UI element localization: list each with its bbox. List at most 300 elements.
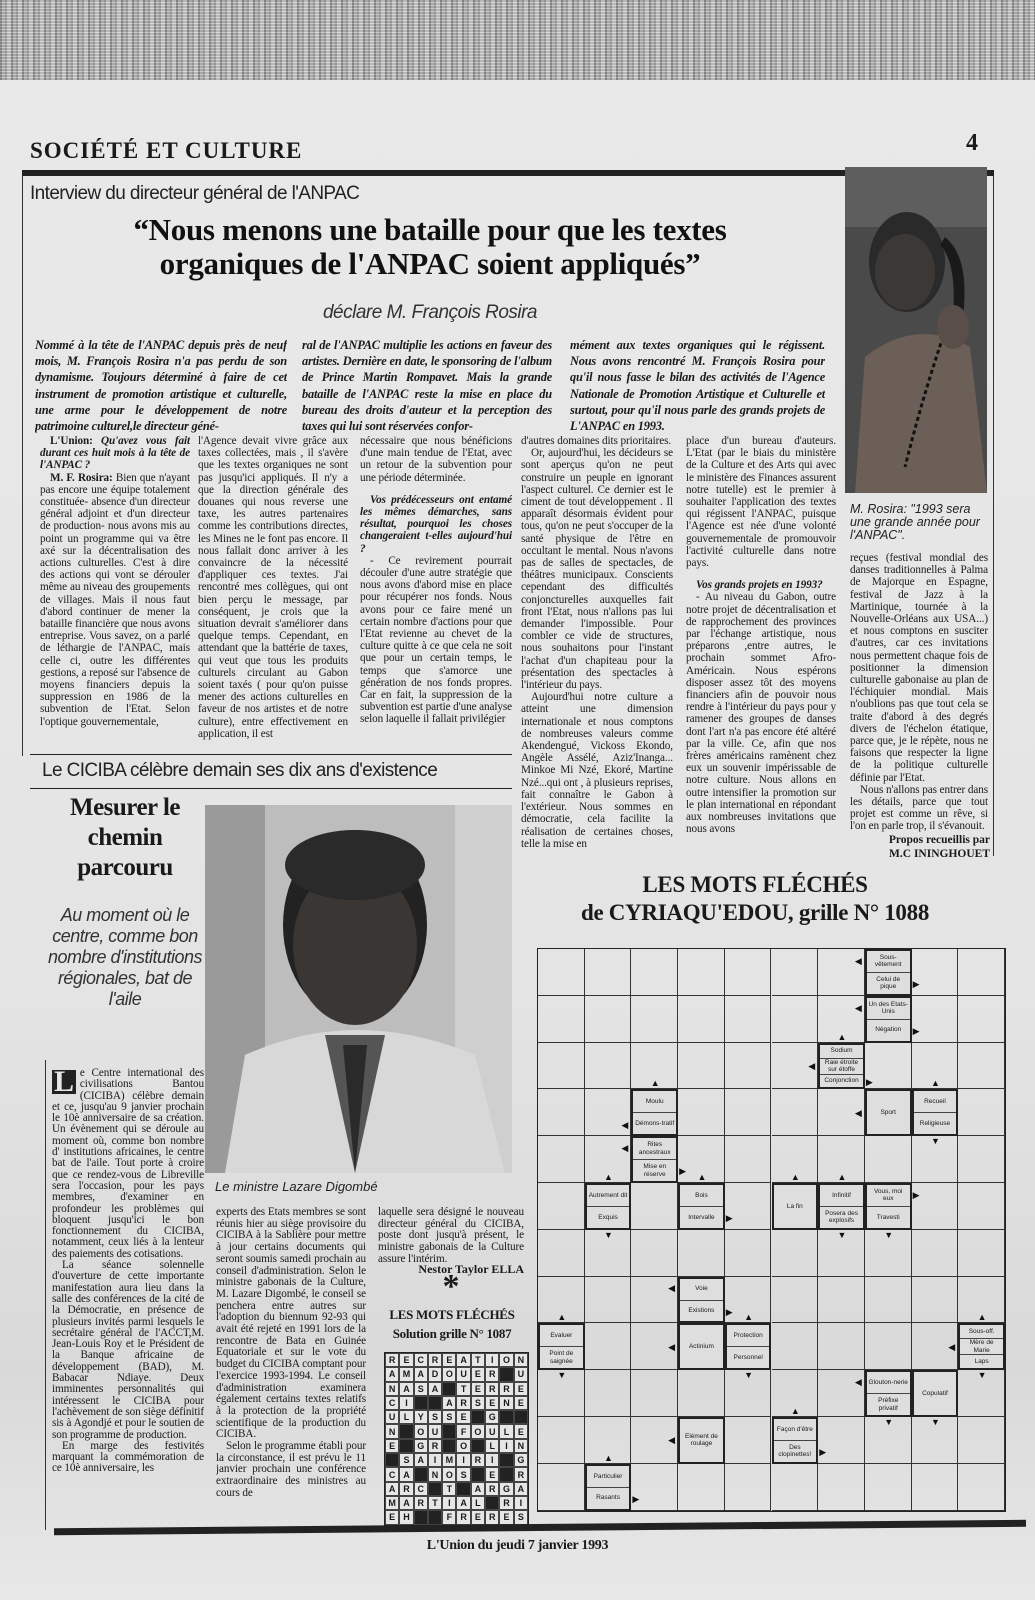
photo-caption-rosira: M. Rosira: "1993 sera une grande année pour l'ANPAC". [850, 502, 980, 542]
paragraph-text: Bien que n'ayant pas encore une équipe totalement constituée- absence d'un directeur général adjoint et d'un directeur de production- nous avons mis au point un programme qui va être axé sur la décentralisation des actions culturelles. C'est à dire des actions qui vont se dérouler même au niveau des groupements de villages. Mais il nous faut d'abord continuer de mener la bataille financière que nous avons entreprise. Vous savez, on a parlé de léthargie de l'ANPAC, mais celle ci, outre les différentes gestions, a reposé sur l'absence de moyens financiers depuis la suppression en 1986 de la subvention de l'Etat. Selon l'optique gouvernementale, [40, 471, 190, 728]
answer-cell[interactable] [538, 1417, 585, 1464]
arrow-up-icon: ▲ [790, 1172, 800, 1182]
photo-lazare-digombe [205, 805, 512, 1173]
answer-cell[interactable] [678, 1089, 725, 1136]
clue-cell [865, 949, 912, 996]
letter-cell: A [385, 1367, 399, 1381]
clue-cell [772, 1183, 819, 1230]
paragraph-text: Selon le programme établi pour la circonstance, il est prévu le 11 janvier prochain une conférence extraordinaire des ministres au cours de [216, 1440, 366, 1499]
clue-text: Protection [727, 1325, 770, 1347]
arrow-up-icon: ▲ [697, 1172, 707, 1182]
arrow-up-icon: ▲ [744, 1312, 754, 1323]
paragraph [52, 1068, 204, 1260]
letter-cell: E [514, 1382, 528, 1396]
letter-cell: I [485, 1353, 499, 1367]
clue-text: Rites ancestraux [633, 1138, 676, 1160]
letter-cell: I [514, 1496, 528, 1510]
clue-cell [818, 1183, 865, 1230]
answer-cell[interactable] [725, 1043, 772, 1090]
answer-cell[interactable] [538, 996, 585, 1043]
paragraph [521, 447, 673, 691]
answer-cell[interactable] [725, 1136, 772, 1183]
clue-cell [912, 1370, 959, 1417]
answer-cell[interactable] [958, 1230, 1005, 1277]
answer-cell[interactable] [678, 1230, 725, 1277]
answer-cell[interactable] [538, 949, 585, 996]
answer-cell[interactable] [958, 1043, 1005, 1090]
letter-cell: E [471, 1367, 485, 1381]
footer-dateline: L'Union du jeudi 7 janvier 1993 [426, 1538, 609, 1553]
answer-cell[interactable] [958, 1136, 1005, 1183]
letter-cell: O [442, 1467, 456, 1481]
paragraph-text: nécessaire que nous bénéficions d'une main tendue de l'Etat, avec un retour de la subvention pour une période déterminée. [360, 435, 512, 484]
ciciba-heading-rule [30, 788, 512, 789]
box-border-left [22, 176, 23, 756]
article-deck: déclare M. François Rosira [322, 302, 538, 323]
letter-cell: R [485, 1367, 499, 1381]
black-cell [499, 1410, 513, 1424]
intro-col-2: ral de l'ANPAC multiplie les actions en faveur des artistes. Dernière en date, le sponsoring de l'album de Prince Martin Rompavet. Mais la grande bataille de l'ANPAC reste la mise en place du bureau des droits d'auteur et la perception des taxes qui lui sont réservées confor- [302, 338, 552, 433]
paragraph [40, 435, 190, 472]
clue-text: Démons-tratif [635, 1120, 675, 1127]
answer-cell[interactable] [585, 996, 632, 1043]
paragraph-text: experts des Etats membres se sont réunis hier au siège provisoire du CICIBA à la Sablière pour mettre à jour certains documents qui seront soumis samedi prochain au conseil d'administration. Selon le ministre gabonais de la Culture, M. Lazare Digombé, le conseil se penchera entre autres sur l'adoption du biennum 92-93 qui avait été rejeté en 1991 lors de la rencontre de Bata en Guinée Equatoriale et sur le vote du budget du CICIBA comptant pour l'exercice 1993-1994. Le conseil d'administration examinera également certains textes relatifs à la protection de la propriété scientifique de la production du CICIBA. [216, 1207, 366, 1441]
letter-cell: R [414, 1496, 428, 1510]
clue-cell [678, 1183, 725, 1230]
clue-text: Autrement dit [587, 1185, 630, 1207]
clue-text: Sous-vêtement [867, 951, 910, 973]
ciciba-subdeck: Au moment où le centre, comme bon nombre d'institutions régionales, bat de l'aile [47, 905, 203, 1009]
answer-cell[interactable] [772, 1089, 819, 1136]
answer-cell[interactable] [912, 1277, 959, 1324]
clue-text: Mise en réserve [643, 1163, 667, 1178]
arrow-left-icon: ◀ [621, 1119, 629, 1130]
answer-cell[interactable] [772, 1230, 819, 1277]
paragraph-text: En marge des festivités marquant la commémoration de ce 10è anniversaire, les [52, 1439, 204, 1475]
letter-cell: G [499, 1482, 513, 1496]
arrow-right-icon: ▶ [679, 1166, 687, 1177]
letter-cell: L [471, 1496, 485, 1510]
answer-cell[interactable] [958, 996, 1005, 1043]
solution-title: LES MOTS FLÉCHÉS [389, 1307, 515, 1322]
clue-text: Religieuse [919, 1120, 951, 1127]
letter-cell: C [385, 1396, 399, 1410]
arrow-down-icon: ▼ [930, 1417, 940, 1427]
clue-text: Sous-off. [960, 1325, 1003, 1339]
scan-background [0, 0, 1035, 84]
crossword-grid [537, 948, 1006, 1512]
clue-text: Sport [880, 1109, 896, 1117]
letter-cell: E [514, 1396, 528, 1410]
letter-cell: A [385, 1482, 399, 1496]
letter-cell: E [485, 1396, 499, 1410]
black-cell [471, 1410, 485, 1424]
black-cell [428, 1482, 442, 1496]
solution-grid [384, 1352, 529, 1526]
paragraph-text: - Au niveau du Gabon, outre notre projet de décentralisation et de rapprochement des provinces par l'échange artistique, nous préparons ,entre autres, le prochain sommet Afro-Américain. Nous espérons disposer assez tôt des moyens financiers afin de pouvoir nous rendre à l'intérieur du pays pour y ramener des groupes de danses dont l'art n'a pas encore été altéré par la ville. Ce, afin que nos frères américains ramènent chez eux un souvenir impérissable de notre culture. Nous allons en outre intensifier la promotion sur le plan international en répondant aux nombreuses invitations que nous avons [686, 591, 836, 836]
letter-cell: I [456, 1453, 470, 1467]
paragraph-text: place d'un bureau d'auteurs. L'Etat (par le biais du ministère de la Culture et des Arts qui avec le ministère des Finances assurent notre tutelle) est le premier à souhaiter l'application des textes qui régissent l'ANPAC, puisque l'Agence est née d'une volonté gouvernementale de promouvoir l'activité culturelle dans notre pays. [686, 435, 836, 570]
question [686, 579, 836, 591]
answer-cell[interactable] [585, 1277, 632, 1324]
answer-cell[interactable] [678, 1370, 725, 1417]
arrow-right-icon: ▶ [912, 1025, 920, 1036]
answer-cell[interactable] [631, 1230, 678, 1277]
clue-cell [818, 1043, 865, 1090]
ciciba-col-1 [52, 1068, 204, 1528]
signature-label: Propos recueillis par [888, 834, 990, 846]
answer-cell[interactable] [772, 996, 819, 1043]
arrow-down-icon: ▼ [837, 1229, 847, 1240]
paragraph-text: l'Agence devait vivre grâce aux taxes collectées, mais , il s'avère que les textes organiques ne sont pas jusqu'ici appliqués. Il n'y a que la direction générale des douanes qui nous reverse une taxe, les autres partenaires comme les contributions directes, les Mines ne le font pas encore. Il nous fallait donc arriver à les convaincre de la nécessité d'appliquer ces textes. J'ai rencontré mes collègues, qui ont bien perçu le message, par conséquent, je crois que la situation devrait s'améliorer dans quelque temps. Cependant, en attendant que la battérie de taxes, qui veut que tous les produits culturels circulant au Gabon soient taxés ( pour qu'on puisse mener des actions culturelles en faveur de nos artistes et de notre culture), entre effectivement en application, il est [198, 435, 348, 740]
paragraph-text: - Ce revirement pourrait découler d'une autre stratégie que nous avons d'abord mise en place pour récupérer nos fonds. Nous avons pour ce faire mené un certain nombre d'actions pour que l'Etat revienne au chevet de la culture quitte à ce que cela ne soit que pour un certain temps, le temps que s'amorce une génération de nos fonds propres. Car en fait, la suppression de la subvention est partie d'une analyse selon laquelle il fallait privilégier [360, 554, 512, 726]
arrow-up-icon: ▲ [977, 1312, 987, 1323]
answer-cell[interactable] [772, 949, 819, 996]
answer-cell[interactable] [958, 1183, 1005, 1230]
letter-cell: Y [414, 1410, 428, 1424]
arrow-right-icon: ▶ [632, 1493, 640, 1504]
paragraph [521, 435, 673, 447]
answer-cell[interactable] [678, 949, 725, 996]
letter-cell: E [499, 1510, 513, 1524]
letter-cell: T [428, 1496, 442, 1510]
answer-cell[interactable] [538, 1183, 585, 1230]
answer-cell[interactable] [538, 1136, 585, 1183]
page-number: 4 [966, 130, 978, 156]
arrow-down-icon: ▼ [557, 1370, 567, 1381]
paragraph-text: La séance solennelle d'ouverture de cette importante manifestation aura lieu dans la salle des conférences de la cité de la Démocratie, en présence de plusieurs invités parmi lesquels le secrétaire général de l'ACCT,M. Jean-Louis Roy et le Président de la Banque africaine de développement (BAD), M. Babacar Ndiaye. Deux imminentes personnalités qui intéressent le CICIBA pour l'achèvement de son siège définitif sis à Agondjé et pour le soutien de son programme de production. [52, 1259, 204, 1441]
answer-cell[interactable] [725, 1089, 772, 1136]
arrow-up-icon: ▲ [837, 1172, 847, 1182]
answer-cell[interactable] [585, 949, 632, 996]
letter-cell: A [471, 1482, 485, 1496]
letter-cell: H [399, 1510, 413, 1524]
clue-text: Particulier [587, 1466, 630, 1488]
letter-cell: R [456, 1396, 470, 1410]
paragraph-text: Vos grands projets en 1993? [696, 579, 823, 592]
letter-cell: S [514, 1510, 528, 1524]
letter-cell: A [428, 1382, 442, 1396]
black-cell [442, 1439, 456, 1453]
letter-cell: N [428, 1467, 442, 1481]
answer-cell[interactable] [678, 996, 725, 1043]
clue-cell [585, 1183, 632, 1230]
paragraph [40, 472, 190, 728]
clue-text: Celui de pique [876, 975, 901, 991]
photo-francois-rosira [845, 167, 987, 493]
article-kicker: Interview du directeur général de l'ANPAC [30, 183, 360, 204]
answer-cell[interactable] [631, 1370, 678, 1417]
letter-cell: A [414, 1367, 428, 1381]
answer-cell[interactable] [538, 1464, 585, 1511]
arrow-down-icon: ▼ [604, 1229, 613, 1240]
answer-cell[interactable] [818, 1323, 865, 1370]
clue-text: Bois [680, 1185, 723, 1207]
paragraph-text: Nous n'allons pas entrer dans les détails, parce que tout projet est comme un rêve, si l'on en parle trop, il s'évanouit. [850, 783, 988, 832]
black-cell [414, 1510, 428, 1524]
letter-cell: T [442, 1482, 456, 1496]
black-cell [399, 1424, 413, 1438]
letter-cell: L [485, 1439, 499, 1453]
arrow-left-icon: ◀ [668, 1435, 676, 1446]
letter-cell: S [428, 1410, 442, 1424]
letter-cell: L [499, 1424, 513, 1438]
answer-cell[interactable] [772, 1323, 819, 1370]
arrow-up-icon: ▲ [790, 1406, 800, 1416]
clue-cell [538, 1323, 585, 1370]
paragraph [360, 555, 512, 726]
answer-cell[interactable] [725, 949, 772, 996]
clue-cell [865, 1183, 912, 1230]
letter-cell: U [385, 1410, 399, 1424]
intro-col-3: mément aux textes organiques qui le régissent. Nous avons rencontré M. François Rosira pour qu'il nous fasse le bilan des activités de l'Agence Nationale de Promotion Artistique et Culturelle et surtout, pour qu'il nous parle des grands projets de L'ANPAC en 1993. [570, 338, 825, 433]
box-border-right [993, 176, 994, 856]
arrow-up-icon: ▲ [604, 1452, 613, 1463]
clue-cell [772, 1417, 819, 1464]
arrow-right-icon: ▶ [725, 1306, 733, 1317]
letter-cell: M [385, 1496, 399, 1510]
letter-cell: F [456, 1424, 470, 1438]
letter-cell: G [485, 1410, 499, 1424]
arrow-up-icon: ▲ [930, 1078, 940, 1089]
ciciba-col-3 [378, 1207, 524, 1267]
letter-cell: E [514, 1424, 528, 1438]
answer-cell[interactable] [678, 1464, 725, 1511]
letter-cell: A [399, 1496, 413, 1510]
letter-cell: O [414, 1424, 428, 1438]
letter-cell: I [442, 1496, 456, 1510]
clue-text: La fin [786, 1202, 803, 1210]
letter-cell: N [385, 1424, 399, 1438]
answer-cell[interactable] [631, 949, 678, 996]
letter-cell: D [428, 1367, 442, 1381]
arrow-right-icon: ▶ [912, 979, 920, 990]
arrow-left-icon: ◀ [948, 1341, 956, 1352]
black-cell [514, 1410, 528, 1424]
answer-cell[interactable] [725, 1464, 772, 1511]
letter-cell: A [399, 1467, 413, 1481]
black-cell [414, 1467, 428, 1481]
clue-text: Un des Etats-Unis [867, 998, 910, 1020]
clue-text: Sodium [820, 1045, 863, 1059]
arrow-left-icon: ◀ [854, 1376, 862, 1387]
letter-cell: S [442, 1410, 456, 1424]
paragraph [521, 691, 673, 850]
clue-text: Glouton-nerie [867, 1372, 910, 1394]
answer-cell[interactable] [631, 1183, 678, 1230]
answer-cell[interactable] [585, 1043, 632, 1090]
clue-text: Recueil [914, 1091, 957, 1113]
arrow-left-icon: ◀ [621, 1142, 629, 1153]
letter-cell: N [385, 1382, 399, 1396]
letter-cell: N [514, 1353, 528, 1367]
asterisk-separator: * [442, 1268, 460, 1305]
letter-cell: M [442, 1453, 456, 1467]
letter-cell: S [399, 1453, 413, 1467]
black-cell [399, 1439, 413, 1453]
answer-cell[interactable] [538, 1230, 585, 1277]
letter-cell: I [485, 1453, 499, 1467]
letter-cell: S [471, 1396, 485, 1410]
arrow-left-icon: ◀ [854, 1107, 862, 1118]
black-cell [499, 1367, 513, 1381]
paragraph [216, 1441, 366, 1500]
paragraph [216, 1207, 366, 1441]
answer-cell[interactable] [678, 1043, 725, 1090]
black-cell [499, 1453, 513, 1467]
letter-cell: O [442, 1367, 456, 1381]
letter-cell: R [471, 1453, 485, 1467]
answer-cell[interactable] [725, 996, 772, 1043]
black-cell [456, 1482, 470, 1496]
clue-text: Posera des explosifs [825, 1209, 858, 1225]
answer-cell[interactable] [958, 1464, 1005, 1511]
clue-text: Evaluer [540, 1325, 583, 1347]
answer-cell[interactable] [818, 1277, 865, 1324]
answer-cell[interactable] [725, 1417, 772, 1464]
letter-cell: O [499, 1353, 513, 1367]
letter-cell: R [485, 1482, 499, 1496]
paragraph-text: e Centre international des civilisations Bantou (CICIBA) célèbre demain et ce, jusqu'au 9 janvier prochain le 10è anniversaire de sa création. Un évènement qui se déroule au moment où, comme bon nombre d' institutions africaines, le centre bat de l'aile. Tout porte à croire que ce rendez-vous de Libreville sera l'occasion, pour les pays membres, d'examiner en profondeur les problèmes qui bloquent jusqu'ici le bon fonctionnement du CICIBA, notamment, ceux liés à la lenteur des paiements des cotisations. [52, 1068, 204, 1260]
answer-cell[interactable] [772, 1464, 819, 1511]
arrow-down-icon: ▼ [884, 1417, 894, 1427]
clue-cell [678, 1323, 725, 1370]
paragraph-text: Or, aujourd'hui, les décideurs se sont aperçus qu'on ne peut construire un peuple en ignorant l'aspect culturel. Ce dernier est le ciment de tout développement . Il apparaît désormais évident pour tous, qu'on ne peut s'occuper de la santé physique de l'être en occultant le mental. Nous n'avons pas de salles de spectacles, de théâtres municipaux. Conscients cependant des difficultés conjoncturelles auxquelles fait front l'Etat, nous n'allons pas lui demander l'impossible. Pour combler ce vide de structures, nous souhaitons pour l'instant l'achat d'un chapiteau pour la présentation des spectacles à l'intérieur du pays. [521, 447, 673, 692]
clue-text: Vous, moi eux [867, 1185, 910, 1207]
clue-cell [725, 1323, 772, 1370]
clue-text: Raie étroite sur étoffe [820, 1059, 863, 1075]
letter-cell: R [428, 1353, 442, 1367]
clue-text: Rasants [596, 1494, 620, 1502]
arrow-left-icon: ◀ [668, 1283, 676, 1294]
answer-cell[interactable] [772, 1277, 819, 1324]
arrow-up-icon: ▲ [650, 1078, 660, 1089]
letter-cell: R [499, 1496, 513, 1510]
interview-col-1 [40, 435, 190, 750]
letter-cell: M [399, 1367, 413, 1381]
interview-col-6 [850, 552, 988, 832]
black-cell [471, 1439, 485, 1453]
letter-cell: R [428, 1439, 442, 1453]
letter-cell: R [514, 1467, 528, 1481]
letter-cell: E [485, 1467, 499, 1481]
clue-text: Exquis [598, 1213, 618, 1221]
paragraph-text: Aujourd'hui notre culture a atteint une dimension internationale et nous comptons de nombreuses valeurs comme Akendengué, Vickoss Ekondo, Angèle Assélé, Aziz'Inanga... Minkoe Mi Nzé, Ekoré, Martine Nzé...qui ont , à plusieurs reprises, fait connaître le Gabon à l'extérieur. Nous sommes en démocratie, cela facilite la réalisation de certaines choses, telle la mise en [521, 691, 673, 850]
letter-cell: A [399, 1382, 413, 1396]
letter-cell: I [399, 1396, 413, 1410]
clue-cell [865, 996, 912, 1043]
clue-text: Travesti [876, 1213, 900, 1221]
answer-cell[interactable] [538, 1089, 585, 1136]
letter-cell: N [514, 1439, 528, 1453]
paragraph [850, 784, 988, 832]
clue-cell [678, 1277, 725, 1324]
arrow-up-icon: ▲ [557, 1312, 567, 1323]
clue-text: Point de saignée [549, 1350, 574, 1365]
letter-cell: I [499, 1439, 513, 1453]
speaker-label: M. F. Rosira: [50, 471, 116, 484]
clue-text: Personnel [733, 1354, 763, 1361]
arrow-down-icon: ▼ [977, 1370, 987, 1381]
clue-text: Copulatif [922, 1389, 948, 1397]
letter-cell: A [456, 1496, 470, 1510]
arrow-right-icon: ▶ [725, 1213, 733, 1224]
answer-cell[interactable] [958, 949, 1005, 996]
intro-col-1: Nommé à la tête de l'ANPAC depuis près de neuf mois, M. François Rosira n'a pas perdu de son dynamisme. Toujours déterminé à faire de cet instrument de promotion artistique et culturelle, une arme pour le développement de notre patrimoine culturel,le directeur géné- [35, 338, 287, 433]
clue-cell [585, 1464, 632, 1511]
answer-cell[interactable] [725, 1230, 772, 1277]
letter-cell: E [385, 1510, 399, 1524]
question-text: Qu'avez vous fait durant ces huit mois à la tête de l'ANPAC ? [40, 435, 190, 472]
letter-cell: O [471, 1424, 485, 1438]
solution-subtitle: Solution grille N° 1087 [392, 1326, 512, 1341]
section-title: SOCIÉTÉ ET CULTURE [30, 138, 303, 163]
letter-cell: O [456, 1439, 470, 1453]
clue-text: Préfixe privatif [878, 1397, 899, 1412]
clue-cell [631, 1136, 678, 1183]
paragraph-text: laquelle sera désigné le nouveau directeur général du CICIBA, poste dont jusqu'à présent, le ministre gabonais de la Culture assure l'intérim. [378, 1207, 524, 1265]
clue-text: Elément de roulage [684, 1432, 718, 1448]
paragraph [198, 435, 348, 740]
interview-col-3 [360, 435, 512, 747]
arrow-up-icon: ▲ [604, 1172, 613, 1182]
letter-cell: E [456, 1410, 470, 1424]
letter-cell: A [456, 1353, 470, 1367]
paragraph [360, 435, 512, 484]
black-cell [471, 1467, 485, 1481]
paragraph [686, 435, 836, 569]
answer-cell[interactable] [865, 1136, 912, 1183]
letter-cell: E [471, 1510, 485, 1524]
clue-text: Intervalle [688, 1213, 715, 1221]
paragraph-text: reçues (festival mondial des danses traditionnelles à Palma de Majorque en Espagne, festival de Jazz à la Martinique, tournée à la Nouvelle-Orléans aux USA...) et nous comptons en susciter d'autres, car ces invitations nous permettent chaque fois de positionner la dimension culturelle gabonaise au plan de l'échiquier mondial. Mais n'oublions pas que tout cela se traite d'abord à des degrés divers de l'échelon étatique, parce que, je le répète, nous ne faisons que respecter la ligne de la politique culturelle définie par l'Etat. [850, 552, 988, 784]
letter-cell: E [399, 1353, 413, 1367]
answer-cell[interactable] [538, 1043, 585, 1090]
answer-cell[interactable] [958, 1089, 1005, 1136]
letter-cell: I [428, 1453, 442, 1467]
paragraph [52, 1441, 204, 1475]
answer-cell[interactable] [865, 1323, 912, 1370]
paragraph [52, 1260, 204, 1441]
answer-cell[interactable] [865, 1277, 912, 1324]
answer-cell[interactable] [865, 1464, 912, 1511]
answer-cell[interactable] [585, 1323, 632, 1370]
answer-cell[interactable] [818, 1464, 865, 1511]
clue-cell [958, 1323, 1005, 1370]
letter-cell: S [414, 1382, 428, 1396]
interview-col-5 [686, 435, 836, 857]
paragraph-text: Vos prédécesseurs ont entamé les mêmes démarches, sans résultat, pourquoi les choses changeraient t-elles aujourd'hui ? [360, 493, 512, 555]
drop-cap: L [54, 1068, 74, 1098]
answer-cell[interactable] [958, 1417, 1005, 1464]
arrow-right-icon: ▶ [819, 1447, 827, 1458]
clue-text: Moulu [633, 1091, 676, 1113]
letter-cell: A [414, 1453, 428, 1467]
arrow-right-icon: ▶ [865, 1076, 873, 1087]
answer-cell[interactable] [912, 1464, 959, 1511]
letter-cell: E [385, 1439, 399, 1453]
clue-text: Infinitif [820, 1185, 863, 1207]
ciciba-author: Nestor Taylor ELLA [418, 1262, 524, 1276]
arrow-left-icon: ◀ [854, 955, 862, 966]
answer-cell[interactable] [585, 1370, 632, 1417]
clue-text: Mère de Marie [960, 1339, 1003, 1355]
answer-cell[interactable] [912, 1230, 959, 1277]
ciciba-heading: Le CICIBA célèbre demain ses dix ans d'existence [42, 760, 438, 781]
clue-text: Existions [688, 1307, 715, 1315]
answer-cell[interactable] [631, 996, 678, 1043]
letter-cell: C [414, 1482, 428, 1496]
